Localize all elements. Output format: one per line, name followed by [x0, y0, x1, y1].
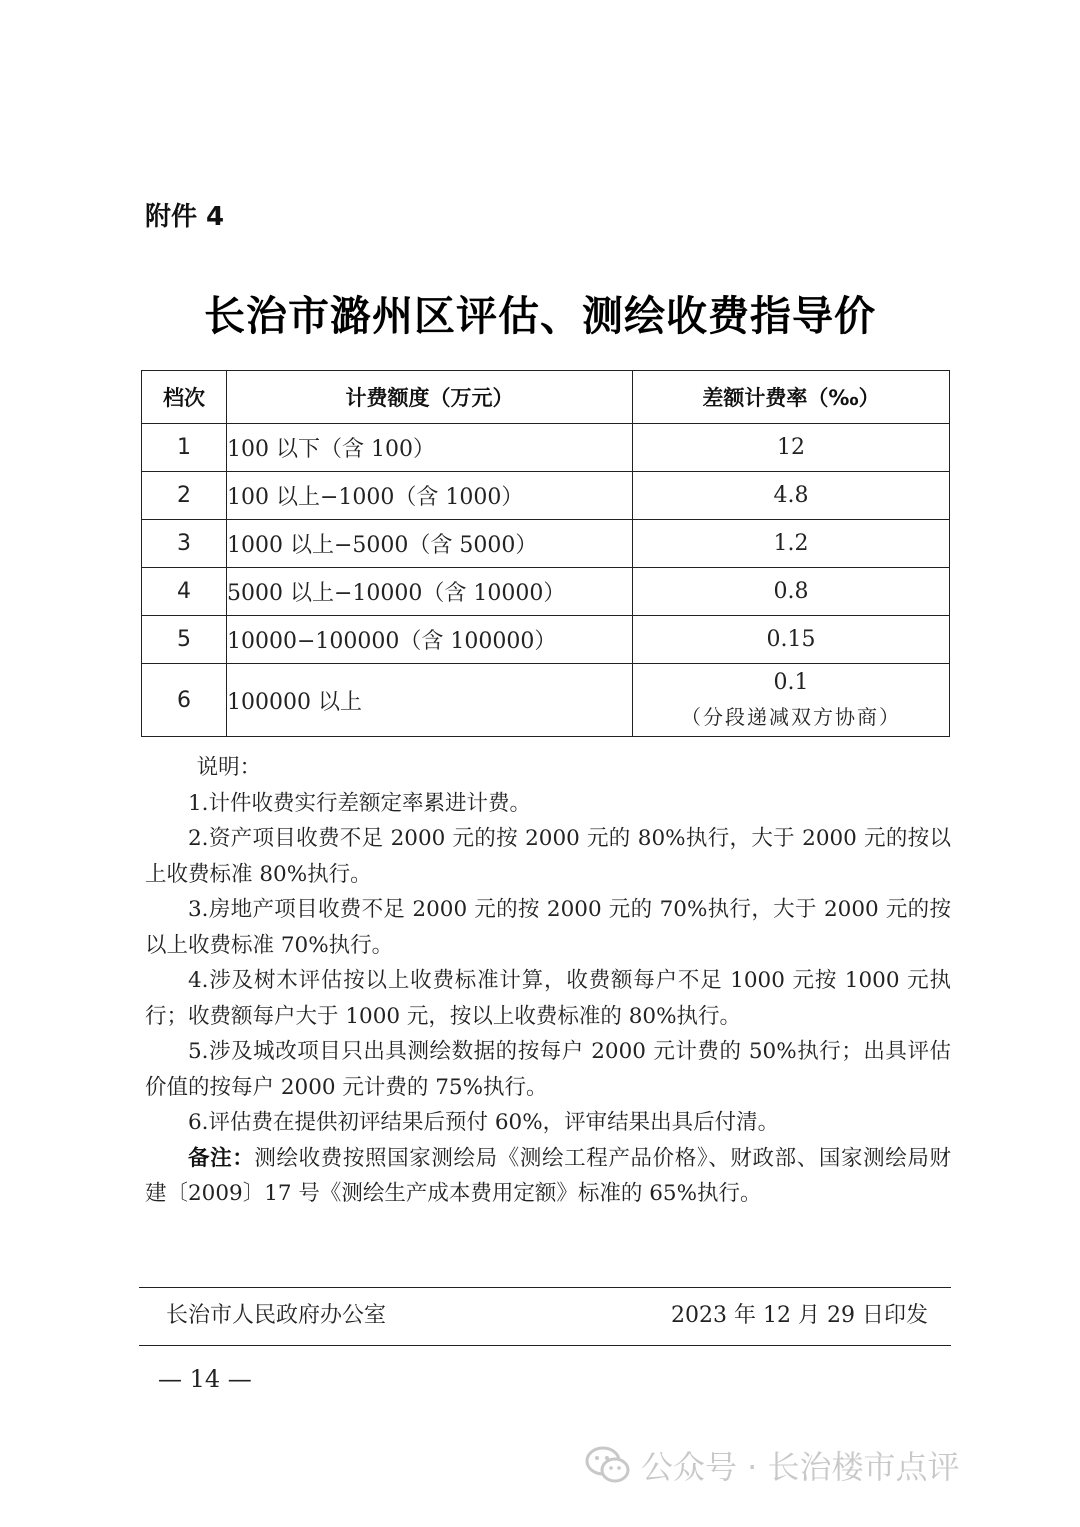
level-cell: 3: [142, 520, 227, 568]
attachment-label: 附件 4: [145, 202, 225, 232]
rate-cell: 0.15: [633, 616, 950, 664]
level-cell: 1: [142, 424, 227, 472]
rate-cell: 12: [633, 424, 950, 472]
footer-bottom-rule: [139, 1345, 951, 1346]
note-item: 1.计件收费实行差额定率累进计费。: [188, 790, 532, 816]
page-number: — 14 —: [158, 1365, 252, 1393]
range-cell: 10000−100000（含 100000）: [227, 616, 633, 664]
notes-section: [145, 750, 951, 1212]
remark-label: 备注：: [188, 1145, 255, 1171]
rate-cell: [633, 664, 950, 737]
footer-top-rule: [139, 1287, 951, 1288]
document-title: 长治市潞州区评估、测绘收费指导价: [204, 292, 876, 340]
range-cell: 100 以下（含 100）: [227, 424, 633, 472]
remark-text: 测绘收费按照国家测绘局《测绘工程产品价格》、财政部、国家测绘局财建〔2009〕17 号《测绘生产成本费用定额》标准的 65%执行。: [145, 1145, 951, 1206]
issuing-office: 长治市人民政府办公室: [166, 1303, 387, 1328]
table-row: [142, 520, 950, 568]
level-cell: 6: [142, 664, 227, 737]
note-item: 3.房地产项目收费不足 2000 元的按 2000 元的 70%执行，大于 2000 元的按以上收费标准 70%执行。: [145, 897, 951, 958]
remark-paragraph: [145, 1141, 951, 1212]
fee-table: [141, 370, 950, 737]
notes-heading: 说明：: [196, 755, 262, 780]
header-level: 档次: [142, 371, 227, 424]
watermark-text: 公众号 · 长治楼市点评: [641, 1448, 960, 1486]
range-cell: 100 以上−1000（含 1000）: [227, 472, 633, 520]
watermark: [585, 1440, 960, 1490]
table-row: [142, 616, 950, 664]
table-row: [142, 472, 950, 520]
level-cell: 2: [142, 472, 227, 520]
range-cell: 1000 以上−5000（含 5000）: [227, 520, 633, 568]
table-header-row: [142, 371, 950, 424]
rate-value: 0.1: [773, 670, 809, 695]
header-range: 计费额度（万元）: [227, 371, 633, 424]
note-item: 4.涉及树木评估按以上收费标准计算，收费额每户不足 1000 元按 1000 元执行；收费额每户大于 1000 元，按以上收费标准的 80%执行。: [145, 968, 951, 1029]
issue-date: 2023 年 12 月 29 日印发: [671, 1303, 928, 1328]
range-cell: 100000 以上: [227, 664, 633, 737]
rate-note: （分段递减双方协商）: [681, 705, 901, 729]
table-row: [142, 424, 950, 472]
note-item: 2.资产项目收费不足 2000 元的按 2000 元的 80%执行，大于 2000 元的按以上收费标准 80%执行。: [145, 826, 951, 887]
table-row: [142, 664, 950, 737]
note-item: 6.评估费在提供初评结果后预付 60%，评审结果出具后付清。: [188, 1110, 780, 1135]
level-cell: 5: [142, 616, 227, 664]
rate-cell: 1.2: [633, 520, 950, 568]
table-row: [142, 568, 950, 616]
range-cell: 5000 以上−10000（含 10000）: [227, 568, 633, 616]
rate-cell: 4.8: [633, 472, 950, 520]
note-item: 5.涉及城改项目只出具测绘数据的按每户 2000 元计费的 50%执行；出具评估价值的按每户 2000 元计费的 75%执行。: [145, 1039, 951, 1100]
header-rate: 差额计费率（‰）: [633, 371, 950, 424]
wechat-icon: [585, 1445, 631, 1485]
rate-cell: 0.8: [633, 568, 950, 616]
level-cell: 4: [142, 568, 227, 616]
